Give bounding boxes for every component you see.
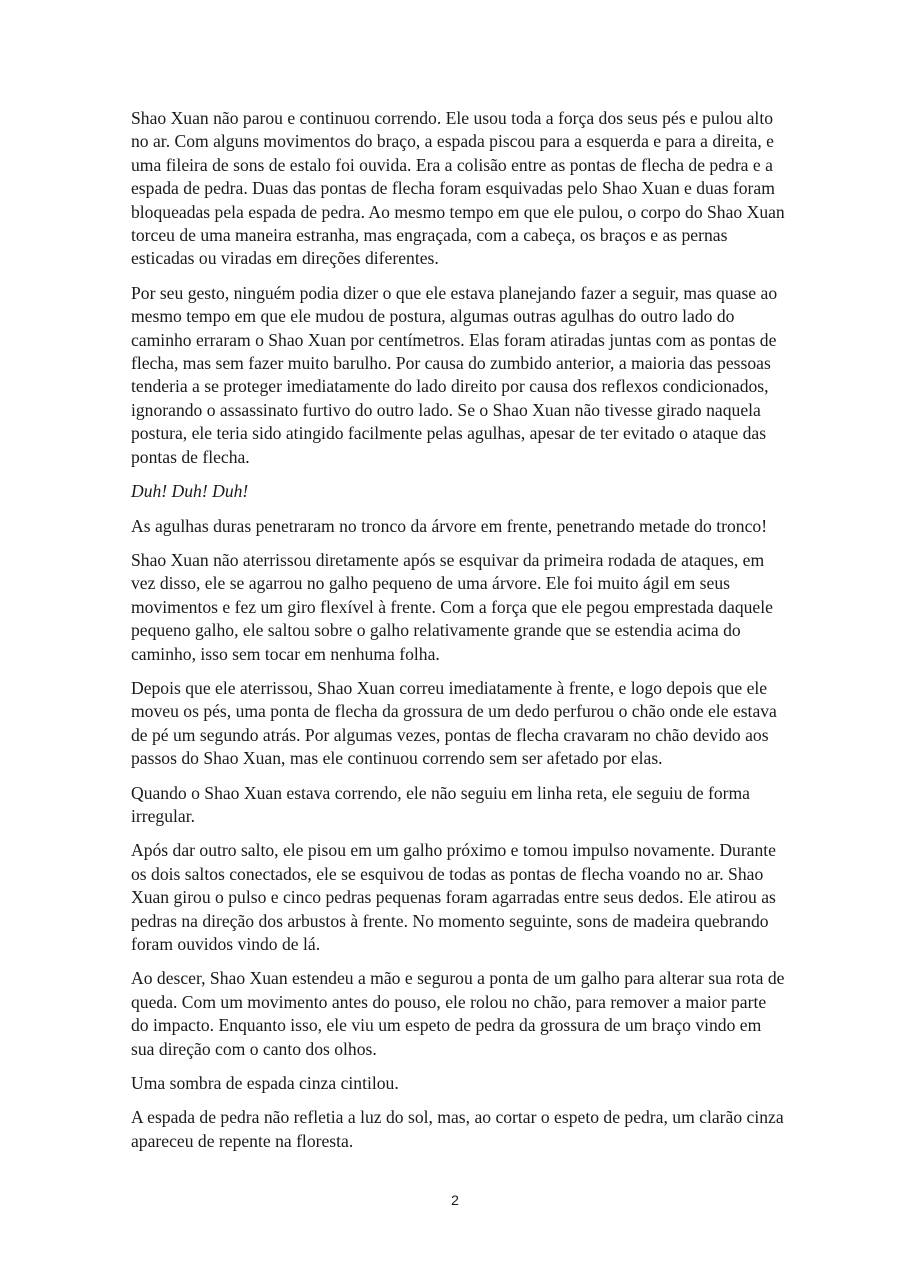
paragraph: Uma sombra de espada cinza cintilou.	[131, 1073, 399, 1094]
paragraph: Depois que ele aterrissou, Shao Xuan correu imediatamente à frente, e logo depois que ele moveu os pés, uma ponta de flecha da grossura de um dedo perfurou o chão onde ele estava de pé um segundo atrás. Por algumas vezes, pontas de flecha cravaram no chão devido aos passos do Shao Xuan, mas ele continuou correndo sem ser afetado por elas.	[131, 677, 777, 769]
paragraph: Após dar outro salto, ele pisou em um galho próximo e tomou impulso novamente. Durante os dois saltos conectados, ele se esquivou de todas as pontas de flecha voando no ar. Shao Xuan girou o pulso e cinco pedras pequenas foram agarradas entre seus dedos. Ele atirou as pedras na direção dos arbustos à frente. No momento seguinte, sons de madeira quebrando foram ouvidos vindo de lá.	[131, 840, 776, 954]
paragraph: Por seu gesto, ninguém podia dizer o que ele estava planejando fazer a seguir, mas quase ao mesmo tempo em que ele mudou de postura, algumas outras agulhas do outro lado do caminho erraram o Shao Xuan por centímetros. Elas foram atiradas juntas com as pontas de flecha, mas sem fazer muito barulho. Por causa do zumbido anterior, a maioria das pessoas tenderia a se proteger imediatamente do lado direito por causa dos reflexos condicionados, ignorando o assassinato furtivo do outro lado. Se o Shao Xuan não tivesse girado naquela postura, ele teria sido atingido facilmente pelas agulhas, apesar de ter evitado o ataque das pontas de flecha.	[131, 282, 778, 467]
page-body	[131, 107, 786, 1164]
paragraph: A espada de pedra não refletia a luz do sol, mas, ao cortar o espeto de pedra, um clarão cinza apareceu de repente na floresta.	[131, 1107, 784, 1151]
sound-effect-paragraph: Duh! Duh! Duh!	[131, 481, 249, 502]
page-number: 2	[451, 1192, 459, 1208]
paragraph: Shao Xuan não aterrissou diretamente após se esquivar da primeira rodada de ataques, em vez disso, ele se agarrou no galho pequeno de uma árvore. Ele foi muito ágil em seus movimentos e fez um giro flexível à frente. Com a força que ele pegou emprestada daquele pequeno galho, ele saltou sobre o galho relativamente grande que se estendia acima do caminho, isso sem tocar em nenhuma folha.	[131, 549, 773, 664]
paragraph: As agulhas duras penetraram no tronco da árvore em frente, penetrando metade do tronco!	[131, 515, 768, 536]
paragraph: Shao Xuan não parou e continuou correndo. Ele usou toda a força dos seus pés e pulou alto no ar. Com alguns movimentos do braço, a espada piscou para a esquerda e para a direita, e uma fileira de sons de estalo foi ouvida. Era a colisão entre as pontas de flecha de pedra e a espada de pedra. Duas das pontas de flecha foram esquivadas pelo Shao Xuan e duas foram bloqueadas pela espada de pedra. Ao mesmo tempo em que ele pulou, o corpo do Shao Xuan torceu de uma maneira estranha, mas engraçada, com a cabeça, os braços e as pernas esticadas ou viradas em direções diferentes.	[131, 108, 785, 269]
paragraph: Ao descer, Shao Xuan estendeu a mão e segurou a ponta de um galho para alterar sua rota de queda. Com um movimento antes do pouso, ele rolou no chão, para remover a maior parte do impacto. Enquanto isso, ele viu um espeto de pedra da grossura de um braço vindo em sua direção com o canto dos olhos.	[131, 968, 785, 1059]
paragraph: Quando o Shao Xuan estava correndo, ele não seguiu em linha reta, ele seguiu de forma irregular.	[131, 782, 750, 826]
